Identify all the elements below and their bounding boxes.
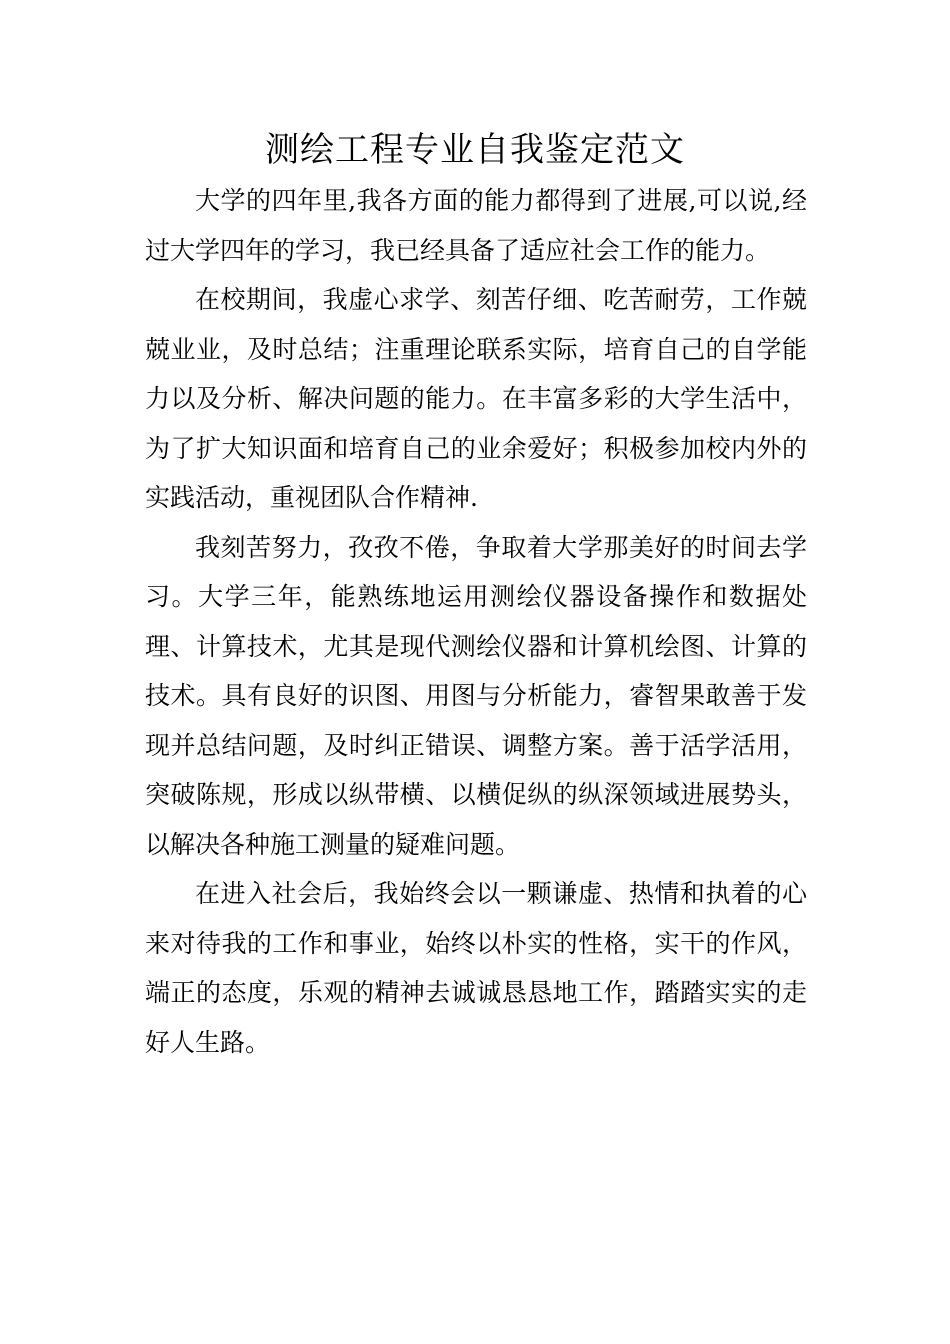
- document-title: 测绘工程专业自我鉴定范文: [265, 130, 685, 170]
- paragraph-1: 大学的四年里,我各方面的能力都得到了进展,可以说,经过大学四年的学习，我已经具备了适应社会工作的能力。: [145, 186, 807, 265]
- document-body: [145, 176, 807, 1067]
- paragraph-3: 我刻苦努力，孜孜不倦，争取着大学那美好的时间去学习。大学三年，能熟练地运用测绘仪器设备操作和数据处理、计算技术，尤其是现代测绘仪器和计算机绘图、计算的技术。具有良好的识图、用图与分析能力，睿智果敢善于发现并总结问题，及时纠正错误、调整方案。善于活学活用，突破陈规，形成以纵带横、以横促纵的纵深领域进展势头，以解决各种施工测量的疑难问题。: [145, 532, 807, 859]
- paragraph-2: 在校期间，我虚心求学、刻苦仔细、吃苦耐劳，工作兢兢业业，及时总结；注重理论联系实际，培育自己的自学能力以及分析、解决问题的能力。在丰富多彩的大学生活中，为了扩大知识面和培育自己的业余爱好；积极参加校内外的实践活动，重视团队合作精神.: [145, 285, 807, 512]
- paragraph-4: 在进入社会后，我始终会以一颗谦虚、热情和执着的心来对待我的工作和事业，始终以朴实的性格，实干的作风，端正的态度，乐观的精神去诚诚恳恳地工作，踏踏实实的走好人生路。: [145, 879, 807, 1057]
